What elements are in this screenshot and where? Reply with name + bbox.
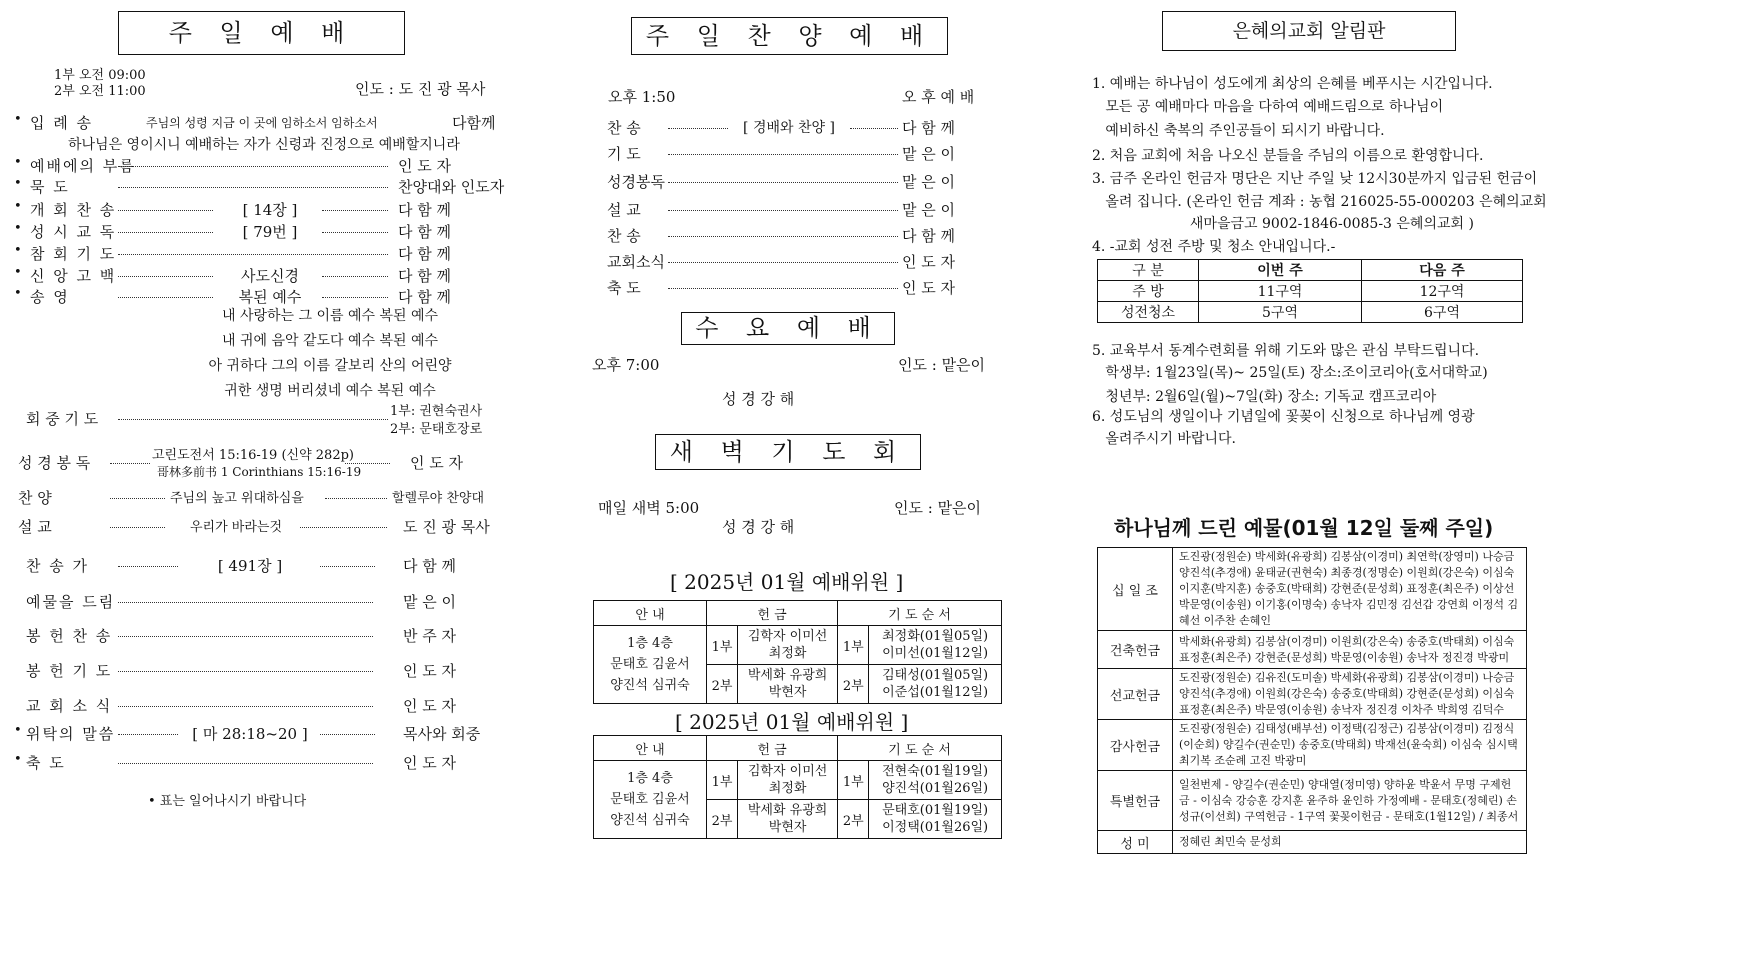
committee-header: 안 내 bbox=[594, 601, 707, 626]
dotted-leader bbox=[345, 463, 390, 464]
offering-names: 도진광(정원순) 박세화(유광희) 김봉삼(이경미) 최연학(장영미) 나승금 양진석(추경애) 윤태균(권현숙) 최종경(정명순) 이원희(강은숙) 이심숙 이지훈(박지훈) 송중호(박태희) 강현준(문성희) 표정훈(최은주) 이상선 박문영(이송원) 이기홍(이명숙) 송낙자 김민정 김선갑 강연희 이정석 김혜선 이주찬 손혜인 bbox=[1173, 548, 1527, 631]
cleaning-cell: 주 방 bbox=[1098, 281, 1199, 302]
dotted-leader bbox=[322, 210, 388, 211]
order-item-leader: 다 함 께 bbox=[902, 119, 956, 137]
dotted-leader bbox=[110, 498, 165, 499]
dotted-leader bbox=[110, 527, 165, 528]
lyric-line: 귀한 생명 버리셨네 예수 복된 예수 bbox=[224, 383, 436, 399]
prayer-cell bbox=[869, 665, 1002, 704]
offering-row bbox=[1098, 771, 1527, 831]
service-time-2: 2부 오전 11:00 bbox=[54, 84, 146, 99]
committee-header-row bbox=[594, 601, 1002, 626]
bulletin-board-column bbox=[1092, 0, 1742, 962]
choir-name: 할렐루야 찬양대 bbox=[392, 491, 485, 506]
dotted-leader bbox=[118, 566, 178, 567]
order-item-name: 개 회 찬 송 bbox=[30, 201, 117, 219]
prayer-assignee: 전현숙(01월19일) bbox=[882, 764, 989, 779]
committee-table bbox=[593, 600, 1002, 704]
order-item-leader: 맡 은 이 bbox=[902, 173, 956, 191]
dotted-leader bbox=[300, 527, 387, 528]
committee-header: 헌 금 bbox=[707, 736, 838, 761]
cleaning-cell: 5구역 bbox=[1199, 302, 1362, 323]
dotted-leader bbox=[850, 128, 898, 129]
prayer-assignee: 양진석(01월26일) bbox=[882, 781, 989, 796]
guide-cell bbox=[594, 626, 707, 704]
dotted-leader bbox=[118, 419, 388, 420]
offering-table bbox=[1097, 547, 1527, 854]
order-item-name: 찬 송 bbox=[607, 119, 641, 137]
choir-song: 주님의 높고 위대하심을 bbox=[170, 491, 304, 506]
order-item-name: 봉 헌 찬 송 bbox=[26, 627, 113, 645]
cleaning-cell: 6구역 bbox=[1362, 302, 1523, 323]
order-item-name: 교회소식 bbox=[607, 253, 665, 271]
dotted-leader bbox=[320, 734, 375, 735]
order-item-leader: 다 함 께 bbox=[398, 288, 452, 306]
offering-row bbox=[1098, 831, 1527, 854]
prayer-assignee: 이정택(01월26일) bbox=[882, 820, 989, 835]
prayer-cell bbox=[869, 761, 1002, 800]
order-item-detail: 주님의 성령 지금 이 곳에 임하소서 임하소서 bbox=[146, 116, 378, 130]
order-item-detail: [ 경배와 찬양 ] bbox=[743, 120, 835, 136]
prayer-1: 1부: 권현숙권사 bbox=[390, 404, 483, 419]
offering-names: 일천번제 - 양길수(권순민) 양대열(정미영) 양하윤 박윤서 무명 구제헌금 - 이심숙 강승훈 강지훈 윤주하 윤인하 가정예배 - 문태호(정혜린) 손성규(이선희) 구역헌금 - 1구역 꽃꽂이헌금 - 문태호(1월12일) / 최종서 bbox=[1173, 771, 1527, 831]
notice-line: 학생부: 1월23일(목)~ 25일(토) 장소:조이코리아(호서대학교) bbox=[1092, 365, 1488, 381]
wednesday-leader: 인도 : 맡은이 bbox=[898, 356, 986, 374]
sermon-preacher: 도 진 광 목사 bbox=[403, 518, 490, 536]
cleaning-header: 다음 주 bbox=[1362, 260, 1523, 281]
scripture-reading-label: 성 경 봉 독 bbox=[18, 454, 91, 472]
dotted-leader bbox=[118, 763, 373, 764]
bullet-mark: • bbox=[14, 112, 22, 127]
notice-line: 2. 처음 교회에 처음 나오신 분들을 주님의 이름으로 환영합니다. bbox=[1092, 148, 1484, 164]
offering-names: 박세화(유광희) 김봉삼(이경미) 이원희(강은숙) 송중호(박태희) 이심숙 표정훈(최은주) 강현준(문성희) 박문영(이송원) 송낙자 정진경 박광미 bbox=[1173, 631, 1527, 669]
guide-name: 양진석 심귀숙 bbox=[610, 813, 690, 828]
offering-staff: 박세화 유광희 bbox=[747, 803, 828, 818]
dotted-leader bbox=[118, 187, 388, 188]
order-item-name: 봉 헌 기 도 bbox=[26, 662, 113, 680]
part-cell: 1부 bbox=[707, 761, 738, 800]
bullet-mark: • bbox=[14, 155, 22, 170]
bullet-mark: • bbox=[14, 265, 22, 280]
guide-name: 문태호 김윤서 bbox=[610, 657, 690, 672]
committee-title-2: [ 2025년 01월 예배위원 ] bbox=[675, 710, 909, 734]
bullet-mark: • bbox=[14, 199, 22, 214]
cleaning-header: 이번 주 bbox=[1199, 260, 1362, 281]
part-cell: 2부 bbox=[707, 665, 738, 704]
cleaning-cell: 11구역 bbox=[1199, 281, 1362, 302]
order-item-name: 설 교 bbox=[607, 201, 641, 219]
guide-name: 1층 4층 bbox=[627, 636, 673, 651]
order-item-leader: 다 함 께 bbox=[398, 245, 452, 263]
guide-name: 양진석 심귀숙 bbox=[610, 678, 690, 693]
offering-staff: 김학자 이미선 bbox=[747, 629, 828, 644]
guide-cell bbox=[594, 761, 707, 839]
order-item-leader: 다 함 께 bbox=[403, 557, 457, 575]
order-item-leader: 목사와 회중 bbox=[403, 725, 481, 743]
lyric-line: 내 사랑하는 그 이름 예수 복된 예수 bbox=[221, 308, 439, 324]
sunday-service-title: 주 일 예 배 bbox=[118, 11, 405, 55]
committee-header: 기 도 순 서 bbox=[838, 601, 1002, 626]
dotted-leader bbox=[118, 734, 178, 735]
offering-staff: 최정화 bbox=[768, 646, 807, 661]
sermon-label: 설 교 bbox=[18, 518, 52, 536]
bulletin-title: 은혜의교회 알림판 bbox=[1162, 11, 1456, 51]
guide-name: 1층 4층 bbox=[627, 771, 673, 786]
standing-note: • 표는 일어나시기 바랍니다 bbox=[148, 794, 307, 809]
wednesday-title: 수 요 예 배 bbox=[681, 312, 895, 345]
dotted-leader bbox=[118, 706, 373, 707]
dawn-leader: 인도 : 맡은이 bbox=[894, 499, 982, 517]
notice-line: 1. 예배는 하나님이 성도에게 최상의 은혜를 베푸시는 시간입니다. bbox=[1092, 76, 1493, 92]
notice-line: 올려주시기 바랍니다. bbox=[1092, 431, 1236, 447]
order-item-name: 교 회 소 식 bbox=[26, 697, 113, 715]
offering-names: 도진광(정원순) 김태성(배부선) 이정택(김정근) 김봉삼(이경미) 김정식(이순희) 양길수(권순민) 송중호(박태희) 박재선(윤숙희) 이심숙 심시택 최기복 조순례 고진 박광미 bbox=[1173, 720, 1527, 771]
order-item-name: 송 영 bbox=[30, 288, 70, 306]
notice-line: 새마을금고 9002-1846-0085-3 은혜의교회 ) bbox=[1092, 216, 1474, 232]
dotted-leader bbox=[118, 297, 213, 298]
lyric-line: 내 귀에 음악 같도다 예수 복된 예수 bbox=[221, 333, 439, 349]
prayer-2: 2부: 문태호장로 bbox=[390, 422, 483, 437]
dotted-leader bbox=[320, 566, 375, 567]
offering-row bbox=[1098, 631, 1527, 669]
notice-line: 6. 성도님의 생일이나 기념일에 꽃꽂이 신청으로 하나님께 영광 bbox=[1092, 409, 1475, 425]
offering-staff: 박현자 bbox=[768, 685, 807, 700]
sermon-title: 우리가 바라는것 bbox=[190, 520, 283, 535]
order-item-name: 예배에의 부름 bbox=[30, 157, 136, 175]
part-cell: 2부 bbox=[707, 800, 738, 839]
dotted-leader bbox=[118, 232, 213, 233]
prayer-assignee: 최정화(01월05일) bbox=[882, 629, 989, 644]
offering-staff-cell bbox=[738, 761, 838, 800]
order-item-leader: 다 함 께 bbox=[398, 201, 452, 219]
order-item-name: 참 회 기 도 bbox=[30, 245, 117, 263]
dotted-leader bbox=[668, 182, 898, 183]
notice-line: 예비하신 축복의 주인공들이 되시기 바랍니다. bbox=[1092, 123, 1385, 139]
committee-title: [ 2025년 01월 예배위원 ] bbox=[670, 570, 904, 594]
dotted-leader bbox=[118, 210, 213, 211]
cleaning-cell: 12구역 bbox=[1362, 281, 1523, 302]
order-item-leader: 다 함 께 bbox=[398, 223, 452, 241]
sunday-service-column bbox=[0, 0, 590, 962]
cleaning-table bbox=[1097, 259, 1523, 323]
prayer-cell bbox=[869, 800, 1002, 839]
dotted-leader bbox=[322, 232, 388, 233]
order-item-name: 축 도 bbox=[26, 754, 66, 772]
dotted-leader bbox=[668, 288, 898, 289]
part-cell: 2부 bbox=[838, 665, 869, 704]
committee-header-row bbox=[594, 736, 1002, 761]
dotted-leader bbox=[118, 166, 388, 167]
dotted-leader bbox=[325, 498, 387, 499]
lyric-line: 아 귀하다 그의 이름 갈보리 산의 어린양 bbox=[208, 358, 452, 374]
offering-names: 도진광(정원순) 김유진(도미솔) 박세화(유광희) 김봉삼(이경미) 나승금 양진석(추경애) 이원희(강은숙) 송중호(박태희) 강현준(문성희) 이심숙 표정훈(최은주) 박문영(이송원) 송낙자 정진경 이차주 박희영 김덕수 bbox=[1173, 669, 1527, 720]
order-item-leader: 인 도 자 bbox=[403, 754, 457, 772]
order-item-leader: 맡 은 이 bbox=[902, 145, 956, 163]
order-item-detail: [ 491장 ] bbox=[217, 557, 283, 575]
choir-label: 찬 양 bbox=[18, 489, 52, 507]
committee-table-2 bbox=[593, 735, 1002, 839]
offering-row bbox=[1098, 548, 1527, 631]
order-item-name: 위탁의 말씀 bbox=[26, 725, 116, 743]
dotted-leader bbox=[668, 236, 898, 237]
order-item-detail: [ 14장 ] bbox=[242, 201, 298, 219]
cleaning-header-row bbox=[1098, 260, 1523, 281]
order-item-leader: 다 함 께 bbox=[902, 227, 956, 245]
offering-category: 건축헌금 bbox=[1098, 631, 1173, 669]
afternoon-type: 오 후 예 배 bbox=[902, 88, 975, 106]
offering-names: 정혜린 최민숙 문성희 bbox=[1173, 831, 1527, 854]
scripture-reading-leader: 인 도 자 bbox=[410, 454, 464, 472]
notice-line: 5. 교육부서 동계수련회를 위해 기도와 많은 관심 부탁드립니다. bbox=[1092, 343, 1480, 359]
order-item-leader: 맡 은 이 bbox=[902, 201, 956, 219]
wednesday-content: 성 경 강 해 bbox=[722, 390, 795, 408]
offering-staff-cell bbox=[738, 800, 838, 839]
order-item-name: 축 도 bbox=[607, 279, 641, 297]
offering-category: 감사헌금 bbox=[1098, 720, 1173, 771]
dotted-leader bbox=[118, 602, 373, 603]
committee-table-1 bbox=[593, 600, 1002, 704]
afternoon-time: 오후 1:50 bbox=[608, 88, 676, 106]
dotted-leader bbox=[668, 262, 898, 263]
bullet-mark: • bbox=[14, 286, 22, 301]
committee-header: 기 도 순 서 bbox=[838, 736, 1002, 761]
congregation-prayer-label: 회 중 기 도 bbox=[26, 410, 99, 428]
guide-name: 문태호 김윤서 bbox=[610, 792, 690, 807]
dotted-leader bbox=[118, 254, 388, 255]
order-item-leader: 다함께 bbox=[452, 114, 496, 132]
dawn-time: 매일 새벽 5:00 bbox=[598, 499, 700, 517]
prayer-assignee: 이미선(01월12일) bbox=[882, 646, 989, 661]
committee-row bbox=[594, 626, 1002, 665]
order-item-leader: 인 도 자 bbox=[902, 253, 956, 271]
order-item-name: 찬 송 bbox=[607, 227, 641, 245]
prayer-assignee: 문태호(01월19일) bbox=[882, 803, 989, 818]
dotted-leader bbox=[322, 297, 388, 298]
part-cell: 1부 bbox=[707, 626, 738, 665]
committee-header: 헌 금 bbox=[707, 601, 838, 626]
offering-staff: 김학자 이미선 bbox=[747, 764, 828, 779]
offering-category: 성 미 bbox=[1098, 831, 1173, 854]
dawn-prayer-title: 새 벽 기 도 회 bbox=[655, 434, 921, 470]
part-cell: 2부 bbox=[838, 800, 869, 839]
dotted-leader bbox=[118, 671, 373, 672]
offering-staff-cell bbox=[738, 665, 838, 704]
order-item-leader: 다 함 께 bbox=[398, 267, 452, 285]
dotted-leader bbox=[118, 636, 373, 637]
prayer-assignee: 김태성(01월05일) bbox=[882, 668, 989, 683]
order-item-detail: 사도신경 bbox=[241, 267, 299, 285]
dotted-leader bbox=[668, 128, 728, 129]
offering-staff: 박현자 bbox=[768, 820, 807, 835]
bullet-mark: • bbox=[14, 723, 22, 738]
order-item-leader: 맡 은 이 bbox=[403, 593, 457, 611]
order-item-detail: [ 마 28:18~20 ] bbox=[192, 725, 308, 743]
order-item-detail: [ 79번 ] bbox=[242, 223, 298, 241]
committee-header: 안 내 bbox=[594, 736, 707, 761]
order-item-name: 신 앙 고 백 bbox=[30, 267, 117, 285]
notice-line: 4. -교회 성전 주방 및 청소 안내입니다.- bbox=[1092, 239, 1336, 255]
notice-line: 올려 집니다. (온라인 헌금 계좌 : 농협 216025-55-000203 은혜의교회 bbox=[1092, 194, 1547, 210]
offering-row bbox=[1098, 720, 1527, 771]
afternoon-service-title: 주 일 찬 양 예 배 bbox=[631, 17, 948, 55]
dotted-leader bbox=[110, 463, 150, 464]
offering-staff: 최정화 bbox=[768, 781, 807, 796]
part-cell: 1부 bbox=[838, 761, 869, 800]
dotted-leader bbox=[668, 154, 898, 155]
entrance-verse: 하나님은 영이시니 예배하는 자가 신령과 진정으로 예배할지니라 bbox=[68, 137, 460, 153]
offering-title: 하나님께 드린 예물(01월 12일 둘째 주일) bbox=[1114, 516, 1494, 540]
cleaning-row bbox=[1098, 302, 1523, 323]
dotted-leader bbox=[322, 276, 388, 277]
order-item-name: 성경봉독 bbox=[607, 173, 665, 191]
service-leader: 인도 : 도 진 광 목사 bbox=[355, 80, 486, 98]
order-item-detail: 복된 예수 bbox=[238, 288, 302, 306]
cleaning-header: 구 분 bbox=[1098, 260, 1199, 281]
offering-category: 십 일 조 bbox=[1098, 548, 1173, 631]
offering-staff: 박세화 유광희 bbox=[747, 668, 828, 683]
bullet-mark: • bbox=[14, 221, 22, 236]
offering-staff-cell bbox=[738, 626, 838, 665]
bullet-mark: • bbox=[14, 752, 22, 767]
order-item-name: 묵 도 bbox=[30, 178, 70, 196]
notice-line: 모든 공 예배마다 마음을 다하여 예배드림으로 하나님이 bbox=[1092, 99, 1444, 115]
dotted-leader bbox=[668, 210, 898, 211]
prayer-assignee: 이준섭(01월12일) bbox=[882, 685, 989, 700]
dawn-content: 성 경 강 해 bbox=[722, 518, 795, 536]
order-item-leader: 찬양대와 인도자 bbox=[398, 178, 505, 196]
order-item-leader: 인 도 자 bbox=[403, 662, 457, 680]
order-item-name: 예물을 드림 bbox=[26, 593, 116, 611]
offering-category: 특별헌금 bbox=[1098, 771, 1173, 831]
bullet-mark: • bbox=[14, 243, 22, 258]
prayer-cell bbox=[869, 626, 1002, 665]
order-item-name: 찬 송 가 bbox=[26, 557, 90, 575]
order-item-leader: 인 도 자 bbox=[902, 279, 956, 297]
committee-row bbox=[594, 761, 1002, 800]
order-item-name: 기 도 bbox=[607, 145, 641, 163]
committee-table bbox=[593, 735, 1002, 839]
part-cell: 1부 bbox=[838, 626, 869, 665]
scripture-reference-alt: 哥林多前书 1 Corinthians 15:16-19 bbox=[157, 465, 362, 479]
dotted-leader bbox=[118, 276, 213, 277]
offering-category: 선교헌금 bbox=[1098, 669, 1173, 720]
scripture-reference: 고린도전서 15:16-19 (신약 282p) bbox=[152, 448, 354, 463]
order-item-name: 입 례 송 bbox=[30, 114, 94, 132]
notice-line: 3. 금주 온라인 헌금자 명단은 지난 주일 낮 12시30분까지 입금된 헌금이 bbox=[1092, 171, 1538, 187]
order-item-leader: 반 주 자 bbox=[403, 627, 457, 645]
offering-row bbox=[1098, 669, 1527, 720]
wednesday-time: 오후 7:00 bbox=[592, 356, 660, 374]
service-time-1: 1부 오전 09:00 bbox=[54, 68, 146, 83]
order-item-leader: 인 도 자 bbox=[403, 697, 457, 715]
order-item-leader: 인 도 자 bbox=[398, 157, 452, 175]
bullet-mark: • bbox=[14, 176, 22, 191]
cleaning-row bbox=[1098, 281, 1523, 302]
notice-line: 청년부: 2월6일(월)~7일(화) 장소: 기독교 캠프코리아 bbox=[1092, 389, 1437, 405]
order-item-name: 성 시 교 독 bbox=[30, 223, 117, 241]
afternoon-service-column bbox=[592, 0, 1130, 962]
cleaning-cell: 성전청소 bbox=[1098, 302, 1199, 323]
